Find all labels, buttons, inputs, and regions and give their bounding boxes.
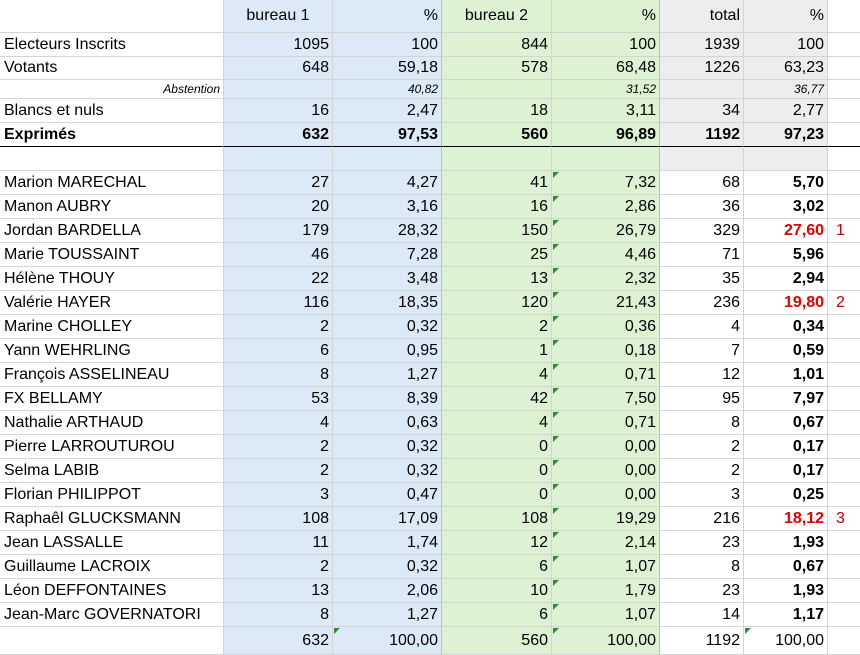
candidate-b2[interactable]: 4: [442, 363, 552, 387]
candidate-tp[interactable]: 5,96: [744, 243, 828, 267]
header-row: [0, 0, 860, 33]
summary-label[interactable]: Exprimés: [0, 123, 224, 147]
candidate-total[interactable]: 7: [660, 339, 744, 363]
candidate-tp[interactable]: 1,93: [744, 531, 828, 555]
candidate-b1[interactable]: 22: [224, 267, 333, 291]
candidate-b1[interactable]: 8: [224, 363, 333, 387]
totals-b1p[interactable]: 100,00: [333, 627, 442, 655]
candidate-b1[interactable]: 4: [224, 411, 333, 435]
empty-cell[interactable]: [828, 147, 860, 171]
candidate-row: [0, 435, 860, 459]
candidate-b1[interactable]: 116: [224, 291, 333, 315]
empty-cell[interactable]: [660, 147, 744, 171]
candidate-row: [0, 555, 860, 579]
candidate-b1[interactable]: 2: [224, 555, 333, 579]
candidate-b1p[interactable]: 0,32: [333, 555, 442, 579]
candidate-name[interactable]: Pierre LARROUTUROU: [0, 435, 224, 459]
candidate-b2p[interactable]: 7,32: [552, 171, 660, 195]
candidate-b1p[interactable]: 0,32: [333, 459, 442, 483]
candidate-tp[interactable]: 0,25: [744, 483, 828, 507]
totals-tp[interactable]: 100,00: [744, 627, 828, 655]
candidate-b1[interactable]: 2: [224, 435, 333, 459]
totals-b2[interactable]: 560: [442, 627, 552, 655]
summary-b1p[interactable]: 2,47: [333, 99, 442, 123]
candidate-tp[interactable]: 3,02: [744, 195, 828, 219]
candidate-b1p[interactable]: 17,09: [333, 507, 442, 531]
candidate-row: [0, 579, 860, 603]
candidate-b2p[interactable]: 0,00: [552, 435, 660, 459]
candidate-name[interactable]: Yann WEHRLING: [0, 339, 224, 363]
summary-b1p[interactable]: 59,18: [333, 57, 442, 80]
candidate-row: [0, 267, 860, 291]
candidate-b2[interactable]: 0: [442, 483, 552, 507]
empty-cell[interactable]: [552, 147, 660, 171]
column-header-0[interactable]: [0, 0, 224, 33]
column-header-1[interactable]: bureau 1: [224, 0, 333, 33]
candidate-total[interactable]: 23: [660, 531, 744, 555]
empty-cell[interactable]: [744, 147, 828, 171]
candidate-b2p[interactable]: 19,29: [552, 507, 660, 531]
candidate-rank[interactable]: [828, 483, 860, 507]
candidate-b1p[interactable]: 0,95: [333, 339, 442, 363]
candidate-b1[interactable]: 108: [224, 507, 333, 531]
empty-cell[interactable]: [0, 147, 224, 171]
column-header-4[interactable]: %: [552, 0, 660, 33]
summary-total[interactable]: [660, 80, 744, 99]
candidate-total[interactable]: 12: [660, 363, 744, 387]
candidate-name[interactable]: Selma LABIB: [0, 459, 224, 483]
candidate-b1[interactable]: 179: [224, 219, 333, 243]
candidate-row: [0, 195, 860, 219]
totals-empty[interactable]: [828, 627, 860, 655]
candidate-b2[interactable]: 150: [442, 219, 552, 243]
candidate-rank[interactable]: [828, 243, 860, 267]
summary-row: [0, 57, 860, 80]
candidate-b1p[interactable]: 0,32: [333, 435, 442, 459]
candidate-name[interactable]: François ASSELINEAU: [0, 363, 224, 387]
candidate-tp[interactable]: 19,80: [744, 291, 828, 315]
candidate-rank[interactable]: [828, 171, 860, 195]
candidate-name[interactable]: Valérie HAYER: [0, 291, 224, 315]
candidate-total[interactable]: 8: [660, 411, 744, 435]
candidate-tp[interactable]: 1,17: [744, 603, 828, 627]
candidate-b1[interactable]: 3: [224, 483, 333, 507]
candidate-total[interactable]: 329: [660, 219, 744, 243]
summary-b1[interactable]: [224, 80, 333, 99]
candidate-b2p[interactable]: 0,36: [552, 315, 660, 339]
candidate-b2p[interactable]: 2,32: [552, 267, 660, 291]
totals-total[interactable]: 1192: [660, 627, 744, 655]
candidate-b1p[interactable]: 0,32: [333, 315, 442, 339]
candidate-b1[interactable]: 2: [224, 315, 333, 339]
candidate-b2p[interactable]: 1,07: [552, 603, 660, 627]
summary-b1[interactable]: 16: [224, 99, 333, 123]
candidate-rank[interactable]: [828, 195, 860, 219]
candidate-b2p[interactable]: 2,14: [552, 531, 660, 555]
summary-empty[interactable]: [828, 33, 860, 57]
candidate-row: [0, 171, 860, 195]
summary-tp[interactable]: 97,23: [744, 123, 828, 147]
candidate-total[interactable]: 95: [660, 387, 744, 411]
summary-b2p[interactable]: 3,11: [552, 99, 660, 123]
candidate-name[interactable]: Marion MARECHAL: [0, 171, 224, 195]
summary-b2[interactable]: 844: [442, 33, 552, 57]
empty-cell[interactable]: [333, 147, 442, 171]
summary-b1[interactable]: 632: [224, 123, 333, 147]
summary-tp[interactable]: 63,23: [744, 57, 828, 80]
candidate-b1p[interactable]: 4,27: [333, 171, 442, 195]
summary-empty[interactable]: [828, 123, 860, 147]
candidate-b1p[interactable]: 1,27: [333, 603, 442, 627]
summary-b2p[interactable]: 100: [552, 33, 660, 57]
summary-b2p[interactable]: 96,89: [552, 123, 660, 147]
candidate-b1p[interactable]: 1,74: [333, 531, 442, 555]
candidate-b2p[interactable]: 0,71: [552, 363, 660, 387]
candidate-b1[interactable]: 6: [224, 339, 333, 363]
candidate-b2[interactable]: 41: [442, 171, 552, 195]
candidate-b2[interactable]: 120: [442, 291, 552, 315]
candidate-row: [0, 291, 860, 315]
candidate-b2[interactable]: 6: [442, 555, 552, 579]
candidate-b2p[interactable]: 7,50: [552, 387, 660, 411]
summary-label[interactable]: Abstention: [0, 80, 224, 99]
candidate-row: [0, 243, 860, 267]
candidate-tp[interactable]: 1,01: [744, 363, 828, 387]
totals-row: [0, 627, 860, 655]
candidate-b2[interactable]: 0: [442, 459, 552, 483]
candidate-b2[interactable]: 108: [442, 507, 552, 531]
candidate-b2p[interactable]: 0,00: [552, 459, 660, 483]
candidate-b1p[interactable]: 28,32: [333, 219, 442, 243]
summary-total[interactable]: 1192: [660, 123, 744, 147]
summary-b1p[interactable]: 97,53: [333, 123, 442, 147]
candidate-rank[interactable]: 1: [828, 219, 860, 243]
candidate-total[interactable]: 71: [660, 243, 744, 267]
column-header-2[interactable]: %: [333, 0, 442, 33]
summary-b2p[interactable]: 31,52: [552, 80, 660, 99]
summary-label[interactable]: Electeurs Inscrits: [0, 33, 224, 57]
candidate-rank[interactable]: [828, 363, 860, 387]
summary-row: [0, 123, 860, 147]
candidate-b2[interactable]: 16: [442, 195, 552, 219]
summary-b2[interactable]: [442, 80, 552, 99]
candidate-total[interactable]: 23: [660, 579, 744, 603]
candidate-b1p[interactable]: 8,39: [333, 387, 442, 411]
candidate-total[interactable]: 216: [660, 507, 744, 531]
candidate-b1p[interactable]: 7,28: [333, 243, 442, 267]
candidate-total[interactable]: 3: [660, 483, 744, 507]
candidate-name[interactable]: Manon AUBRY: [0, 195, 224, 219]
candidate-tp[interactable]: 18,12: [744, 507, 828, 531]
candidate-total[interactable]: 4: [660, 315, 744, 339]
candidate-rank[interactable]: [828, 339, 860, 363]
candidate-rank[interactable]: [828, 387, 860, 411]
column-header-5[interactable]: total: [660, 0, 744, 33]
candidate-b1p[interactable]: 18,35: [333, 291, 442, 315]
candidate-name[interactable]: Jordan BARDELLA: [0, 219, 224, 243]
column-header-7[interactable]: [828, 0, 860, 33]
candidate-b1p[interactable]: 0,63: [333, 411, 442, 435]
totals-label-empty[interactable]: [0, 627, 224, 655]
candidate-tp[interactable]: 0,17: [744, 435, 828, 459]
candidate-name[interactable]: Marine CHOLLEY: [0, 315, 224, 339]
candidate-tp[interactable]: 0,59: [744, 339, 828, 363]
totals-b2p[interactable]: 100,00: [552, 627, 660, 655]
candidate-row: [0, 387, 860, 411]
candidate-row: [0, 315, 860, 339]
summary-b1[interactable]: 648: [224, 57, 333, 80]
candidate-b2[interactable]: 2: [442, 315, 552, 339]
summary-b2[interactable]: 18: [442, 99, 552, 123]
summary-empty[interactable]: [828, 57, 860, 80]
candidate-b1[interactable]: 2: [224, 459, 333, 483]
candidate-tp[interactable]: 0,17: [744, 459, 828, 483]
candidate-b2[interactable]: 0: [442, 435, 552, 459]
summary-b2[interactable]: 578: [442, 57, 552, 80]
summary-label[interactable]: Votants: [0, 57, 224, 80]
candidate-rank[interactable]: [828, 315, 860, 339]
candidate-b1p[interactable]: 1,27: [333, 363, 442, 387]
candidate-row: [0, 483, 860, 507]
summary-row: [0, 99, 860, 123]
candidate-tp[interactable]: 2,94: [744, 267, 828, 291]
empty-cell[interactable]: [442, 147, 552, 171]
candidate-b1[interactable]: 13: [224, 579, 333, 603]
candidate-row: [0, 363, 860, 387]
candidate-total[interactable]: 2: [660, 459, 744, 483]
candidate-b2[interactable]: 10: [442, 579, 552, 603]
candidate-name[interactable]: Florian PHILIPPOT: [0, 483, 224, 507]
candidate-rank[interactable]: [828, 267, 860, 291]
candidate-row: [0, 507, 860, 531]
summary-b1[interactable]: 1095: [224, 33, 333, 57]
candidate-tp[interactable]: 5,70: [744, 171, 828, 195]
candidate-rank[interactable]: [828, 435, 860, 459]
summary-b1p[interactable]: 100: [333, 33, 442, 57]
candidate-total[interactable]: 236: [660, 291, 744, 315]
candidate-rank[interactable]: [828, 579, 860, 603]
candidate-rank[interactable]: [828, 531, 860, 555]
empty-cell[interactable]: [224, 147, 333, 171]
candidate-b2[interactable]: 1: [442, 339, 552, 363]
candidate-b1p[interactable]: 3,48: [333, 267, 442, 291]
candidate-b2[interactable]: 42: [442, 387, 552, 411]
candidate-name[interactable]: Jean-Marc GOVERNATORI: [0, 603, 224, 627]
summary-total[interactable]: 1939: [660, 33, 744, 57]
candidate-total[interactable]: 8: [660, 555, 744, 579]
candidate-b1[interactable]: 46: [224, 243, 333, 267]
candidate-b2[interactable]: 13: [442, 267, 552, 291]
candidate-tp[interactable]: 0,67: [744, 411, 828, 435]
summary-total[interactable]: 34: [660, 99, 744, 123]
candidate-b2p[interactable]: 1,79: [552, 579, 660, 603]
candidate-name[interactable]: Jean LASSALLE: [0, 531, 224, 555]
candidate-b1[interactable]: 20: [224, 195, 333, 219]
candidate-b2p[interactable]: 0,00: [552, 483, 660, 507]
candidate-tp[interactable]: 27,60: [744, 219, 828, 243]
candidate-name[interactable]: Marie TOUSSAINT: [0, 243, 224, 267]
candidate-rank[interactable]: [828, 603, 860, 627]
candidate-b2p[interactable]: 0,71: [552, 411, 660, 435]
summary-b2[interactable]: 560: [442, 123, 552, 147]
candidate-b2p[interactable]: 2,86: [552, 195, 660, 219]
candidate-total[interactable]: 68: [660, 171, 744, 195]
candidate-total[interactable]: 35: [660, 267, 744, 291]
candidate-b2p[interactable]: 4,46: [552, 243, 660, 267]
candidate-tp[interactable]: 0,34: [744, 315, 828, 339]
spacer-row: [0, 147, 860, 171]
summary-total[interactable]: 1226: [660, 57, 744, 80]
candidate-row: [0, 459, 860, 483]
summary-b1p[interactable]: 40,82: [333, 80, 442, 99]
candidate-name[interactable]: Hélène THOUY: [0, 267, 224, 291]
candidate-b2p[interactable]: 26,79: [552, 219, 660, 243]
candidate-total[interactable]: 2: [660, 435, 744, 459]
candidate-b1p[interactable]: 0,47: [333, 483, 442, 507]
candidate-b1[interactable]: 8: [224, 603, 333, 627]
candidate-b2p[interactable]: 0,18: [552, 339, 660, 363]
candidate-name[interactable]: Guillaume LACROIX: [0, 555, 224, 579]
summary-empty[interactable]: [828, 99, 860, 123]
candidate-rank[interactable]: [828, 459, 860, 483]
candidate-b1[interactable]: 27: [224, 171, 333, 195]
candidate-rank[interactable]: [828, 555, 860, 579]
candidate-row: [0, 411, 860, 435]
column-header-6[interactable]: %: [744, 0, 828, 33]
candidate-rank[interactable]: 3: [828, 507, 860, 531]
summary-label[interactable]: Blancs et nuls: [0, 99, 224, 123]
candidate-row: [0, 603, 860, 627]
candidate-rank[interactable]: 2: [828, 291, 860, 315]
candidate-name[interactable]: Léon DEFFONTAINES: [0, 579, 224, 603]
summary-row: [0, 33, 860, 57]
totals-b1[interactable]: 632: [224, 627, 333, 655]
candidate-b1p[interactable]: 2,06: [333, 579, 442, 603]
candidate-b2[interactable]: 6: [442, 603, 552, 627]
column-header-3[interactable]: bureau 2: [442, 0, 552, 33]
candidate-total[interactable]: 14: [660, 603, 744, 627]
candidate-row: [0, 219, 860, 243]
candidate-b1[interactable]: 11: [224, 531, 333, 555]
candidate-name[interactable]: FX BELLAMY: [0, 387, 224, 411]
candidate-name[interactable]: Raphaêl GLUCKSMANN: [0, 507, 224, 531]
summary-tp[interactable]: 100: [744, 33, 828, 57]
candidate-rank[interactable]: [828, 411, 860, 435]
candidate-tp[interactable]: 7,97: [744, 387, 828, 411]
summary-tp[interactable]: 2,77: [744, 99, 828, 123]
summary-tp[interactable]: 36,77: [744, 80, 828, 99]
candidate-b1p[interactable]: 3,16: [333, 195, 442, 219]
candidate-b2[interactable]: 25: [442, 243, 552, 267]
candidate-b2p[interactable]: 1,07: [552, 555, 660, 579]
candidate-b2[interactable]: 4: [442, 411, 552, 435]
summary-row: [0, 80, 860, 99]
summary-empty[interactable]: [828, 80, 860, 99]
candidate-tp[interactable]: 1,93: [744, 579, 828, 603]
summary-b2p[interactable]: 68,48: [552, 57, 660, 80]
candidate-b1[interactable]: 53: [224, 387, 333, 411]
candidate-b2p[interactable]: 21,43: [552, 291, 660, 315]
candidate-name[interactable]: Nathalie ARTHAUD: [0, 411, 224, 435]
candidate-row: [0, 339, 860, 363]
candidate-b2[interactable]: 12: [442, 531, 552, 555]
candidate-tp[interactable]: 0,67: [744, 555, 828, 579]
candidate-total[interactable]: 36: [660, 195, 744, 219]
candidate-row: [0, 531, 860, 555]
